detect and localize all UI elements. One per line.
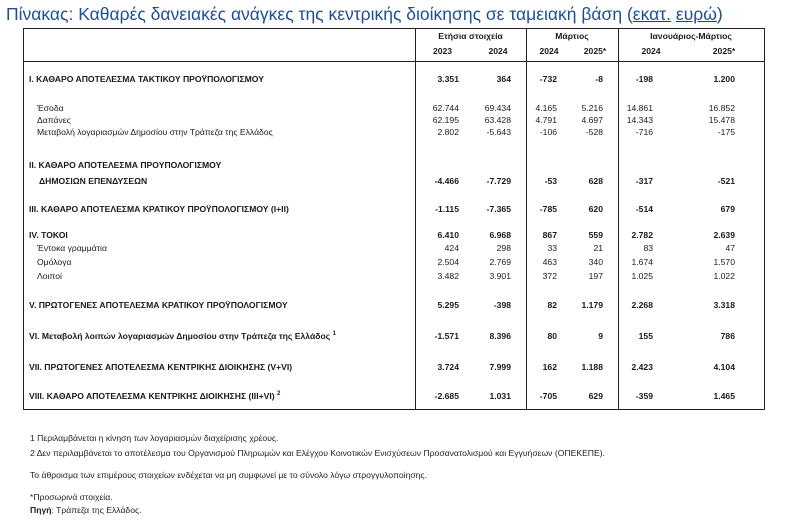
cell-value: 162: [542, 362, 557, 372]
footnote-marker: 2: [276, 391, 281, 398]
cell-value: 1.570: [713, 257, 735, 267]
cell-value: -5.643: [486, 127, 511, 137]
cell-value: 69.434: [484, 103, 511, 113]
row-label: II. ΚΑΘΑΡΟ ΑΠΟΤΕΛΕΣΜΑ ΠΡΟΥΠΟΛΟΓΙΣΜΟΥ: [29, 160, 222, 170]
cell-value: -359: [635, 391, 653, 401]
header-year: 2024: [641, 46, 661, 56]
source-note: [30, 505, 142, 515]
cell-value: 4.791: [535, 115, 557, 125]
cell-value: 14.343: [626, 115, 653, 125]
cell-value: 628: [588, 176, 603, 186]
cell-value: 372: [542, 271, 557, 281]
row-label: VI. Μεταβολή λοιπών λογαριασμών Δημοσίου στην Τράπεζα της Ελλάδος $^1$: [29, 331, 336, 341]
header-year: 2024: [488, 46, 508, 56]
cell-value: -7.365: [486, 204, 511, 214]
cell-value: 14.861: [626, 103, 653, 113]
cell-value: 298: [496, 243, 511, 253]
cell-value: 47: [725, 243, 735, 253]
cell-value: 197: [588, 271, 603, 281]
header-annual: Ετήσια στοιχεία: [438, 31, 503, 41]
cell-value: -7.729: [486, 176, 511, 186]
cell-value: 4.165: [535, 103, 557, 113]
header-bottom-border: [23, 61, 765, 62]
cell-value: 424: [444, 243, 459, 253]
cell-value: -106: [539, 127, 557, 137]
cell-value: -732: [539, 74, 557, 84]
cell-value: 2.782: [631, 230, 653, 240]
cell-value: 679: [720, 204, 735, 214]
provisional-note: *Προσωρινά στοιχεία.: [30, 492, 113, 502]
row-label: Δαπάνες: [37, 115, 71, 125]
header-march: Μάρτιος: [555, 31, 589, 41]
cell-value: 15.478: [708, 115, 735, 125]
footnote-1: 1 Περιλαμβάνεται η κίνηση των λογαριασμών διαχείρισης χρέους.: [30, 433, 279, 443]
cell-value: 364: [496, 74, 511, 84]
cell-value: 867: [542, 230, 557, 240]
cell-value: 63.428: [484, 115, 511, 125]
cell-value: 1.025: [631, 271, 653, 281]
cell-value: 21: [593, 243, 603, 253]
cell-value: 2.639: [713, 230, 735, 240]
cell-value: 2.423: [631, 362, 653, 372]
cell-value: 6.968: [489, 230, 511, 240]
cell-value: 9: [598, 331, 603, 341]
label-column-divider: [415, 28, 416, 410]
cell-value: 1.022: [713, 271, 735, 281]
cell-value: -514: [635, 204, 653, 214]
top-border: [23, 28, 765, 29]
cell-value: 82: [547, 300, 557, 310]
cell-value: 3.901: [489, 271, 511, 281]
title-main: Πίνακας: Καθαρές δανειακές ανάγκες της κεντρικής διοίκησης σε ταμειακή βάση: [6, 4, 623, 24]
cell-value: -4.466: [434, 176, 459, 186]
title-unit: (εκατ. ευρώ): [626, 4, 723, 24]
cell-value: 4.104: [713, 362, 735, 372]
cell-value: 1.674: [631, 257, 653, 267]
source-text: : Τράπεζα της Ελλάδος.: [51, 505, 142, 515]
left-border: [23, 28, 24, 410]
row-label: IV. ΤΟΚΟΙ: [29, 230, 68, 240]
cell-value: -8: [595, 74, 603, 84]
right-border: [764, 28, 765, 410]
header-year: 2025*: [712, 46, 736, 56]
cell-value: 786: [720, 331, 735, 341]
cell-value: -398: [493, 300, 511, 310]
cell-value: 2.802: [437, 127, 459, 137]
annual-group-divider: [526, 28, 527, 410]
cell-value: -528: [585, 127, 603, 137]
cell-value: 16.852: [708, 103, 735, 113]
footnote-marker: 1: [332, 331, 336, 338]
rounding-note: Το άθροισμα των επιμέρους στοιχείων ενδέχεται να μη συμφωνεί με το σύνολο λόγω στρογγυλοποίησης.: [30, 470, 427, 480]
row-label: VIII. ΚΑΘΑΡΟ ΑΠΟΤΕΛΕΣΜΑ ΚΕΝΤΡΙΚΗΣ ΔΙΟΙΚΗΣΗΣ (III+VI) $^2$: [29, 391, 281, 401]
cell-value: 1.188: [581, 362, 603, 372]
march-group-divider: [618, 28, 619, 410]
cell-value: -1.571: [434, 331, 459, 341]
cell-value: 6.410: [437, 230, 459, 240]
cell-value: -198: [635, 74, 653, 84]
row-label: Έντοκα γραμμάτια: [37, 243, 107, 253]
row-label: III. ΚΑΘΑΡΟ ΑΠΟΤΕΛΕΣΜΑ ΚΡΑΤΙΚΟΥ ΠΡΟΫΠΟΛΟΓΙΣΜΟΥ (I+II): [29, 204, 289, 214]
cell-value: 2.268: [631, 300, 653, 310]
row-label: VII. ΠΡΩΤΟΓΕΝΕΣ ΑΠΟΤΕΛΕΣΜΑ ΚΕΝΤΡΙΚΗΣ ΔΙΟΙΚΗΣΗΣ (V+VI): [29, 362, 293, 372]
row-label: ΔΗΜΟΣΙΩΝ ΕΠΕΝΔΥΣΕΩΝ: [39, 176, 148, 186]
cell-value: 3.318: [713, 300, 735, 310]
row-label: Μεταβολή λογαριασμών Δημοσίου στην Τράπεζα της Ελλάδος: [37, 127, 273, 137]
cell-value: 3.724: [437, 362, 459, 372]
cell-value: -2.685: [434, 391, 459, 401]
footnote-2: 2 Δεν περιλαμβάνεται το αποτέλεσμα του Οργανισμού Πληρωμών και Ελέγχου Κοινοτικών Ενισχύσεων Προσανατολισμού και Εγγυήσεων (ΟΠΕΚΕΠΕ).: [30, 448, 605, 458]
cell-value: 620: [588, 204, 603, 214]
cell-value: 1.031: [489, 391, 511, 401]
cell-value: 155: [638, 331, 653, 341]
cell-value: -53: [544, 176, 557, 186]
row-label: Ομόλογα: [37, 257, 72, 267]
cell-value: -785: [539, 204, 557, 214]
cell-value: 4.697: [581, 115, 603, 125]
cell-value: -1.115: [435, 204, 459, 214]
source-label: Πηγή: [30, 505, 52, 515]
cell-value: -175: [717, 127, 735, 137]
cell-value: 62.744: [432, 103, 459, 113]
cell-value: -317: [635, 176, 653, 186]
bottom-border: [23, 409, 765, 410]
cell-value: 3.482: [437, 271, 459, 281]
cell-value: 83: [643, 243, 653, 253]
cell-value: -716: [635, 127, 653, 137]
header-jan-march: Ιανουάριος-Μάρτιος: [650, 31, 732, 41]
cell-value: 1.200: [713, 74, 735, 84]
header-year: 2024: [539, 46, 559, 56]
cell-value: 3.351: [437, 74, 459, 84]
cell-value: 80: [547, 331, 557, 341]
row-label: I. ΚΑΘΑΡΟ ΑΠΟΤΕΛΕΣΜΑ ΤΑΚΤΙΚΟΥ ΠΡΟΫΠΟΛΟΓΙΣΜΟΥ: [29, 74, 264, 84]
cell-value: 340: [588, 257, 603, 267]
cell-value: 62.195: [432, 115, 459, 125]
cell-value: 559: [588, 230, 603, 240]
row-label: Έσοδα: [37, 103, 64, 113]
cell-value: 463: [542, 257, 557, 267]
table-title: [6, 4, 723, 25]
cell-value: 2.769: [489, 257, 511, 267]
cell-value: 1.465: [713, 391, 735, 401]
cell-value: -705: [539, 391, 557, 401]
cell-value: 8.396: [489, 331, 511, 341]
cell-value: 2.504: [437, 257, 459, 267]
cell-value: 1.179: [581, 300, 603, 310]
header-year: 2025*: [583, 46, 607, 56]
cell-value: 5.295: [437, 300, 459, 310]
cell-value: 33: [547, 243, 557, 253]
data-table: [23, 28, 765, 410]
row-label: V. ΠΡΩΤΟΓΕΝΕΣ ΑΠΟΤΕΛΕΣΜΑ ΚΡΑΤΙΚΟΥ ΠΡΟΫΠΟΛΟΓΙΣΜΟΥ: [29, 300, 288, 310]
cell-value: 5.216: [581, 103, 603, 113]
row-label: Λοιποί: [37, 271, 62, 281]
cell-value: 629: [588, 391, 603, 401]
header-year: 2023: [432, 46, 453, 56]
cell-value: 7.999: [489, 362, 511, 372]
cell-value: -521: [717, 176, 735, 186]
